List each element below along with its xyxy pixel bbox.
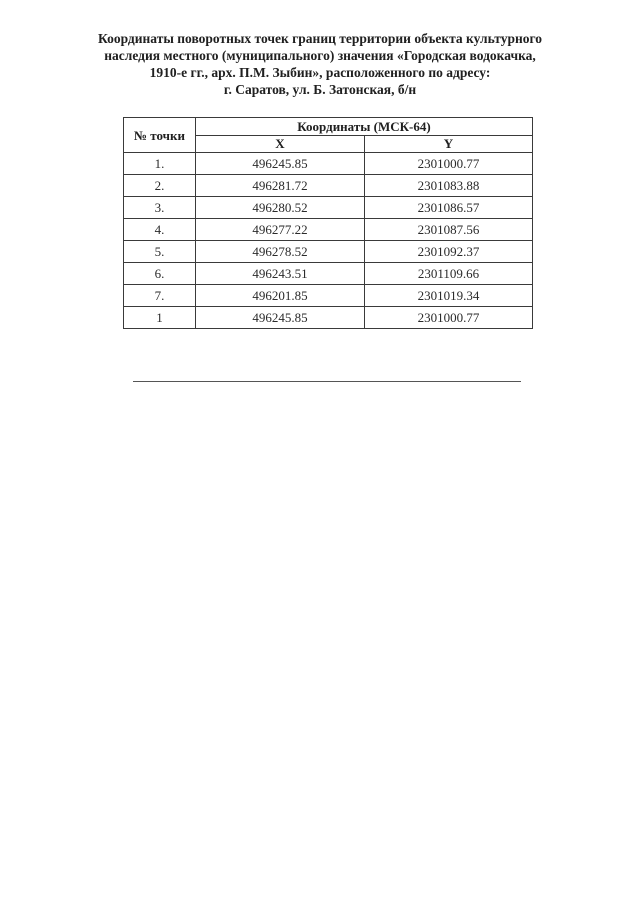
point-number-header: № точки bbox=[124, 118, 196, 153]
y-column-header: Y bbox=[365, 136, 533, 153]
document-title bbox=[40, 30, 600, 98]
x-cell: 496281.72 bbox=[196, 175, 365, 197]
table-row bbox=[124, 175, 533, 197]
point-number-cell: 2. bbox=[124, 175, 196, 197]
x-cell: 496245.85 bbox=[196, 153, 365, 175]
title-line-1: Координаты поворотных точек границ территории объекта культурного bbox=[97, 31, 543, 46]
separator-line bbox=[133, 381, 521, 382]
y-cell: 2301083.88 bbox=[365, 175, 533, 197]
table-row bbox=[124, 263, 533, 285]
x-cell: 496278.52 bbox=[196, 241, 365, 263]
table-row bbox=[124, 285, 533, 307]
table-row bbox=[124, 197, 533, 219]
point-number-cell: 3. bbox=[124, 197, 196, 219]
point-number-cell: 5. bbox=[124, 241, 196, 263]
y-cell: 2301086.57 bbox=[365, 197, 533, 219]
y-cell: 2301087.56 bbox=[365, 219, 533, 241]
x-cell: 496245.85 bbox=[196, 307, 365, 329]
x-column-header: X bbox=[196, 136, 365, 153]
y-cell: 2301092.37 bbox=[365, 241, 533, 263]
point-number-cell: 4. bbox=[124, 219, 196, 241]
y-cell: 2301000.77 bbox=[365, 307, 533, 329]
x-cell: 496243.51 bbox=[196, 263, 365, 285]
coordinates-header: Координаты (МСК-64) bbox=[196, 118, 533, 136]
title-line-4: г. Саратов, ул. Б. Затонская, б/н bbox=[223, 82, 417, 97]
point-number-cell: 6. bbox=[124, 263, 196, 285]
x-cell: 496201.85 bbox=[196, 285, 365, 307]
y-cell: 2301000.77 bbox=[365, 153, 533, 175]
table-row bbox=[124, 153, 533, 175]
point-number-cell: 1 bbox=[124, 307, 196, 329]
y-cell: 2301019.34 bbox=[365, 285, 533, 307]
coordinates-table bbox=[123, 117, 533, 329]
y-cell: 2301109.66 bbox=[365, 263, 533, 285]
title-line-2: наследия местного (муниципального) значения «Городская водокачка, bbox=[104, 48, 536, 63]
x-cell: 496280.52 bbox=[196, 197, 365, 219]
table-row bbox=[124, 307, 533, 329]
x-cell: 496277.22 bbox=[196, 219, 365, 241]
table-row bbox=[124, 241, 533, 263]
point-number-cell: 7. bbox=[124, 285, 196, 307]
table-row bbox=[124, 219, 533, 241]
title-line-3: 1910-е гг., арх. П.М. Зыбин», расположенного по адресу: bbox=[149, 65, 491, 80]
point-number-cell: 1. bbox=[124, 153, 196, 175]
